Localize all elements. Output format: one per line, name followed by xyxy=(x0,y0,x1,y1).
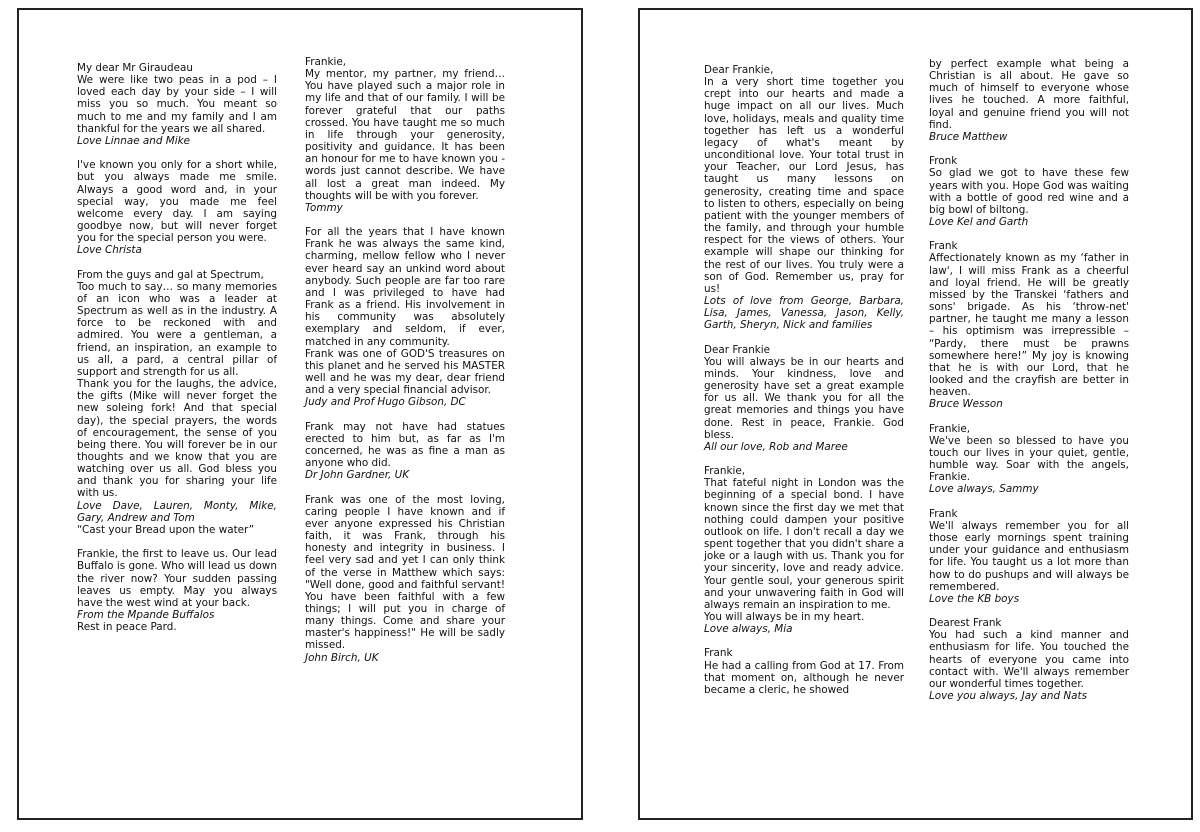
tribute-signature: Lots of love from George, Barbara, Lisa, James, Vanessa, Jason, Kelly, Garth, Sheryn, Nick and families xyxy=(704,294,904,332)
tribute-entry xyxy=(305,56,505,214)
tribute-text: Frank xyxy=(929,240,958,253)
tribute-entry xyxy=(929,508,1129,605)
tribute-text: Frankie, xyxy=(305,56,347,68)
tribute-signature: Love Linnae and Mike xyxy=(77,134,191,147)
text-column xyxy=(704,64,904,708)
tribute-text: In a very short time together you crept into our hearts and made a huge impact on all our lives. Much love, holidays, meals and quality time together has left us a wonderful legacy of what's meant by unconditional love. Your total trust in your Teacher, our Lord Jesus, has taught us many lessons on generosity, creating time and space to listen to others, especially on being patient with the younger members of the family, and through your humble respect for the views of others. Your example will shape our thinking for the rest of our lives. You truly were a son of God. Remember us, pray for us! xyxy=(704,76,904,295)
tribute-text: My mentor, my partner, my friend… You have played such a major role in my life and that of our family. I will be forever grateful that our paths crossed. You have taught me so much in life through your generosity, positivity and guidance. It has been an honour for me to have known you - words just cannot describe. We have all lost a great man indeed. My thoughts will be with you forever. xyxy=(305,68,505,202)
tribute-entry xyxy=(929,423,1129,496)
tribute-text: Too much to say… so many memories of an icon who was a leader at Spectrum as well as in the industry. A force to be reckoned with and admired. You were a gentleman, a friend, an inspiration, an example to us all, a pard, a central pillar of support and strength for us all. xyxy=(77,280,277,378)
tribute-text: He had a calling from God at 17. From that moment on, although he never became a cleric, he showed xyxy=(704,659,904,696)
tribute-text: Frank was one of the most loving, caring people I have known and if ever anyone expressed his Christian faith, it was Frank, through his honesty and integrity in business. I feel very sad and yet I can only think of the verse in Matthew which says: "Well done, good and faithful servant! You have been faithful with a few things; I will put you in charge of many things. Come and share your master's happiness!" He will be sadly missed. xyxy=(305,493,505,652)
tribute-entry xyxy=(704,465,904,635)
tribute-text: That fateful night in London was the beginning of a special bond. I have known since the first day we met that nothing could dampen your positive outlook on life. I don't recall a day we spent together that you didn't share a joke or a laugh with us. Thank you for your sincerity, love and ready advice. Your gentle soul, your generous spirit and your unwavering faith in God will always remain an inspiration to me. xyxy=(704,477,904,611)
tribute-entry xyxy=(929,240,1129,410)
tribute-text: For all the years that I have known Frank he was always the same kind, charming, mellow fellow who I never ever heard say an unkind word about anybody. Such people are far too rare and I was privileged to have had Frank as a friend. His involvement in his community was absolutely exemplary and seldom, if ever, matched in any community. xyxy=(305,226,505,348)
tribute-text: You had such a kind manner and enthusiasm for life. You touched the hearts of everyone you came into contact with. We'll always remember our wonderful times together. xyxy=(929,629,1129,690)
tribute-signature: Love Dave, Lauren, Monty, Mike, Gary, Andrew and Tom xyxy=(77,499,277,524)
tribute-text: Dearest Frank xyxy=(929,617,1002,630)
tribute-entry xyxy=(704,64,904,331)
tribute-text: Frank was one of GOD'S treasures on this planet and he served his MASTER well and he was my dear, dear friend and a very special financial advisor. xyxy=(305,347,505,397)
tribute-text: Frank xyxy=(929,507,958,520)
tribute-entry xyxy=(305,421,505,482)
tribute-text: Frank may not have had statues erected to him but, as far as I'm concerned, he was as fine a man as anyone who did. xyxy=(305,420,505,470)
tribute-signature: Tommy xyxy=(305,201,343,214)
tribute-signature: Love always, Sammy xyxy=(929,483,1039,496)
tribute-signature: Bruce Wesson xyxy=(929,398,1003,411)
tribute-text: So glad we got to have these few years with you. Hope God was waiting with a bottle of good red wine and a big bowl of biltong. xyxy=(929,167,1129,216)
tribute-text: by perfect example what being a Christian is all about. He gave so much of himself to everyone whose lives he touched. A more faithful, loyal and genuine friend you will not find. xyxy=(929,58,1129,131)
tribute-text: From the guys and gal at Spectrum, xyxy=(77,268,264,281)
tribute-text: We've been so blessed to have you touch our lives in your quiet, gentle, humble way. Soar with the angels, Frankie. xyxy=(929,434,1129,484)
tribute-text: Frankie, xyxy=(704,465,746,478)
tribute-text: Frankie, xyxy=(929,422,971,435)
tribute-entry xyxy=(77,159,277,256)
tribute-text: Frankie, the first to leave us. Our lead Buffalo is gone. Who will lead us down the river now? Your sudden passing leaves us empty. May you always have the west wind at your back. xyxy=(77,548,277,609)
tribute-text: Thank you for the laughs, the advice, the gifts (Mike will never forget the new soleing fork! And that special day), the special prayers, the words of encouragement, the sense of you being there. You will forever be in our thoughts and we know that you are watching over us all. God bless you and thank you for sharing your life with us. xyxy=(77,378,277,500)
left-page xyxy=(17,8,583,820)
tribute-text: Affectionately known as my ‘father in law', I will miss Frank as a cheerful and loyal friend. He will be greatly missed by the Transkei ‘fathers and sons' brigade. As his ‘throw-net' partner, he taught me many a lesson – his optimism was irrepressible – “Pardy, there must be prawns somewhere here!” My joy is knowing that he is with our Lord, that he looked and the crayfish are better in heaven. xyxy=(929,252,1129,399)
text-column xyxy=(929,58,1129,714)
tribute-closing: “Cast your Bread upon the water” xyxy=(77,523,255,536)
tribute-entry xyxy=(305,494,505,664)
tribute-text: Frank xyxy=(704,647,733,660)
tribute-text: Fronk xyxy=(929,155,958,168)
tribute-signature: Love you always, Jay and Nats xyxy=(929,690,1088,703)
tribute-signature: John Birch, UK xyxy=(305,651,379,664)
right-page xyxy=(638,8,1193,820)
tribute-signature: Love always, Mia xyxy=(704,623,793,636)
tribute-entry xyxy=(77,269,277,536)
tribute-entry xyxy=(77,62,277,147)
tribute-text: We were like two peas in a pod – I loved each day by your side – I will miss you so much. You meant so much to me and my family and I am thankful for the years we all shared. xyxy=(77,74,277,135)
tribute-text: You will always be in our hearts and minds. Your kindness, love and generosity have set a great example for us all. We thank you for all the great memories and things you have done. Rest in peace, Frankie. God bless. xyxy=(704,355,904,441)
tribute-signature: Love Christa xyxy=(77,244,142,257)
tribute-signature: Dr John Gardner, UK xyxy=(305,469,410,482)
tribute-text: Dear Frankie, xyxy=(704,64,774,76)
tribute-signature: Love Kel and Garth xyxy=(929,216,1029,229)
tribute-entry xyxy=(305,226,505,408)
tribute-text: Dear Frankie xyxy=(704,343,771,356)
tribute-signature: Love the KB boys xyxy=(929,592,1020,605)
tribute-text: We'll always remember you for all those early mornings spent training under your guidance and enthusiasm for life. You taught us a lot more than how to do pushups and will always be remembered. xyxy=(929,519,1129,593)
tribute-closing: Rest in peace Pard. xyxy=(77,621,177,634)
text-column xyxy=(305,56,505,676)
tribute-entry xyxy=(929,155,1129,228)
tribute-text: You will always be in my heart. xyxy=(704,611,865,623)
tribute-signature: Bruce Matthew xyxy=(929,130,1008,143)
tribute-signature: Judy and Prof Hugo Gibson, DC xyxy=(305,396,466,409)
tribute-entry xyxy=(929,58,1129,143)
tribute-text: My dear Mr Giraudeau xyxy=(77,62,193,74)
tribute-entry xyxy=(704,647,904,696)
tribute-entry xyxy=(929,617,1129,702)
tribute-signature: From the Mpande Buffalos xyxy=(77,608,215,621)
tribute-text: I've known you only for a short while, but you always made me smile. Always a good word and, in your special way, you made me feel welcome every day. I am saying goodbye now, but will never forget you for the special person you were. xyxy=(77,159,277,245)
tribute-entry xyxy=(77,548,277,633)
tribute-entry xyxy=(704,344,904,453)
text-column xyxy=(77,62,277,645)
tribute-signature: All our love, Rob and Maree xyxy=(704,440,848,453)
